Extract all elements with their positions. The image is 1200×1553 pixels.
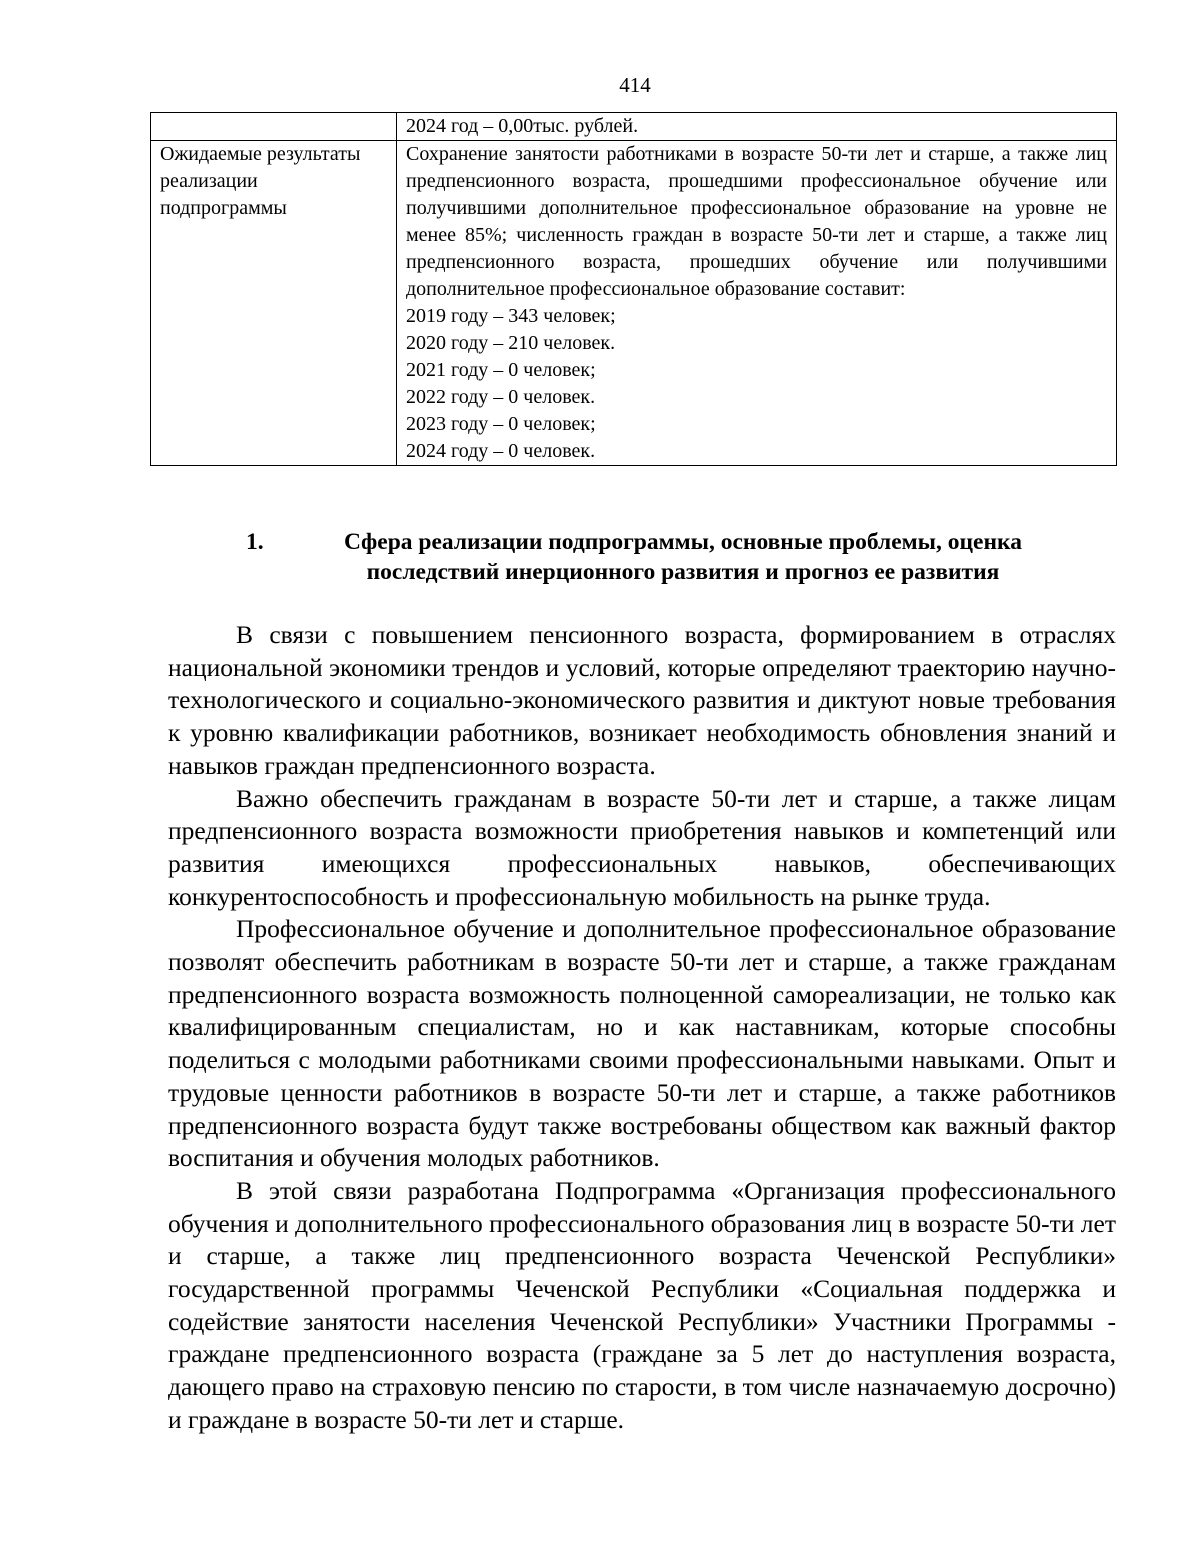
results-year-line: 2024 году – 0 человек. (406, 440, 596, 462)
section-heading (246, 527, 1086, 587)
results-year-line: 2021 году – 0 человек; (406, 359, 596, 381)
table-label-cell: Ожидаемые результаты реализации подпрограммы (151, 141, 397, 466)
expected-results-text: Сохранение занятости работниками в возрасте 50-ти лет и старше, а также лиц предпенсионного возраста, прошедшими профессиональное обучение или получившими дополнительное профессиональное образование на уровне не менее 85%; численность граждан в возрасте 50-ти лет и старше, а также лиц предпенсионного возраста, прошедших обучение или получившими дополнительное профессиональное образование составит: (406, 143, 1107, 300)
page-number: 414 (619, 73, 651, 97)
table-value-cell (397, 141, 1117, 466)
paragraph: Важно обеспечить гражданам в возрасте 50-ти лет и старше, а также лицам предпенсионного возраста возможности приобретения навыков и компетенций или развития имеющихся профессиональных навыков, обеспечивающих конкурентоспособность и профессиональную мобильность на рынке труда. (168, 783, 1116, 911)
results-year-line: 2020 году – 210 человек. (406, 332, 616, 354)
results-year-line: 2023 году – 0 человек; (406, 413, 596, 435)
funding-line: 2024 год – 0,00тыс. рублей. (406, 115, 639, 137)
section-number: 1. (246, 529, 264, 555)
table-row (151, 141, 1117, 466)
section-title: Сфера реализации подпрограммы, основные проблемы, оценка последствий инерционного развития и прогноз ее развития (344, 529, 1022, 585)
table-value-cell (397, 113, 1117, 141)
body-text (168, 619, 1116, 1437)
table-label-cell (151, 113, 397, 141)
paragraph: В этой связи разработана Подпрограмма «Организация профессионального обучения и дополнительного профессионального образования лиц в возрасте 50-ти лет и старше, а также лиц предпенсионного возраста Чеченской Республики» государственной программы Чеченской Республики «Социальная поддержка и содействие занятости населения Чеченской Республики» Участники Программы - граждане предпенсионного возраста (граждане за 5 лет до наступления возраста, дающего право на страховую пенсию по старости, в том числе назначаемую досрочно) и граждане в возрасте 50-ти лет и старше. (168, 1175, 1116, 1434)
table-row (151, 113, 1117, 141)
paragraph: В связи с повышением пенсионного возраста, формированием в отраслях национальной экономики трендов и условий, которые определяют траекторию научно-технологического и социально-экономического развития и диктуют новые требования к уровню квалификации работников, возникает необходимость обновления знаний и навыков граждан предпенсионного возраста. (168, 620, 1116, 780)
results-year-line: 2022 году – 0 человек. (406, 386, 596, 408)
paragraph: Профессиональное обучение и дополнительное профессиональное образование позволят обеспечить работникам в возрасте 50-ти лет и старше, а также гражданам предпенсионного возраста возможность полноценной самореализации, не только как квалифицированным специалистам, но и как наставникам, которые способны поделиться с молодыми работниками своими профессиональными навыками. Опыт и трудовые ценности работников в возрасте 50-ти лет и старше, а также работников предпенсионного возраста будут также востребованы обществом как важный фактор воспитания и обучения молодых работников. (168, 914, 1116, 1173)
program-passport-table (150, 112, 1117, 466)
results-year-line: 2019 году – 343 человек; (406, 305, 616, 327)
